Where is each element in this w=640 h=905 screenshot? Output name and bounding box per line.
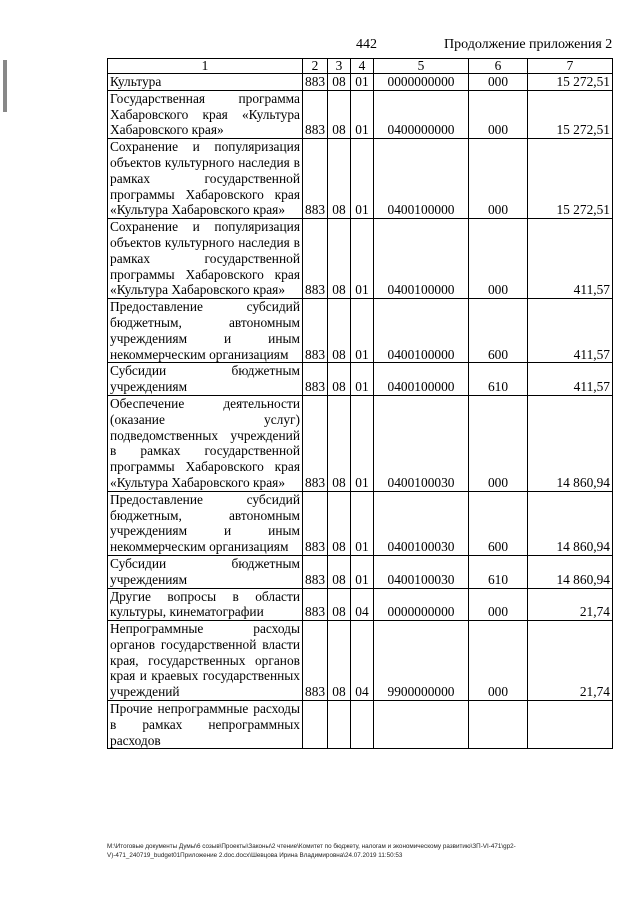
amount: 14 860,94 xyxy=(528,395,613,491)
target-article-code: 0400100030 xyxy=(374,491,469,555)
expense-type-code: 000 xyxy=(469,395,528,491)
grbs-code: 883 xyxy=(303,491,328,555)
row-description: Сохранение и популяризация объектов культурного наследия в рамках государственной программы Хабаровского края «Культура Хабаровского края» xyxy=(108,139,303,219)
amount: 14 860,94 xyxy=(528,491,613,555)
amount: 411,57 xyxy=(528,299,613,363)
target-article-code: 0400100000 xyxy=(374,363,469,396)
grbs-code: 883 xyxy=(303,219,328,299)
row-description: Сохранение и популяризация объектов культурного наследия в рамках государственной программы Хабаровского края «Культура Хабаровского края» xyxy=(108,219,303,299)
row-description: Культура xyxy=(108,74,303,91)
table-row xyxy=(108,90,613,138)
subsection-code: 01 xyxy=(351,491,374,555)
amount: 15 272,51 xyxy=(528,139,613,219)
row-description: Субсидии бюджетным учреждениям xyxy=(108,555,303,588)
section-code xyxy=(328,701,351,749)
subsection-code: 01 xyxy=(351,139,374,219)
table-row xyxy=(108,621,613,701)
expense-type-code: 000 xyxy=(469,219,528,299)
expense-type-code: 000 xyxy=(469,588,528,621)
document-path-footer: M:\Итоговые документы Думы\6 созыв\Проекты\Законы\2 чтение\Комитет по бюджету, налогам и экономическому развитию\ЗП-VI-471\gp2-V)-471_240719_budget01Приложение 2.doc.docx\Шевцова Ирина Владимировна\24.07.2019 11:50:53 xyxy=(107,843,516,859)
section-code: 08 xyxy=(328,219,351,299)
section-code: 08 xyxy=(328,621,351,701)
expense-type-code: 000 xyxy=(469,74,528,91)
target-article-code: 0000000000 xyxy=(374,588,469,621)
amount: 21,74 xyxy=(528,621,613,701)
subsection-code: 01 xyxy=(351,395,374,491)
table-row xyxy=(108,395,613,491)
grbs-code: 883 xyxy=(303,555,328,588)
row-description: Предоставление субсидий бюджетным, автономным учреждениям и иным некоммерческим организациям xyxy=(108,491,303,555)
grbs-code: 883 xyxy=(303,621,328,701)
column-header: 5 xyxy=(374,59,469,74)
table-row xyxy=(108,219,613,299)
grbs-code: 883 xyxy=(303,299,328,363)
target-article-code: 0400100000 xyxy=(374,139,469,219)
table-row xyxy=(108,491,613,555)
section-code: 08 xyxy=(328,139,351,219)
subsection-code: 01 xyxy=(351,299,374,363)
row-description: Другие вопросы в области культуры, кинематографии xyxy=(108,588,303,621)
grbs-code: 883 xyxy=(303,395,328,491)
table-row xyxy=(108,588,613,621)
column-header: 7 xyxy=(528,59,613,74)
section-code: 08 xyxy=(328,299,351,363)
subsection-code: 01 xyxy=(351,74,374,91)
target-article-code: 0400100000 xyxy=(374,299,469,363)
subsection-code: 01 xyxy=(351,555,374,588)
amount: 15 272,51 xyxy=(528,74,613,91)
table-row xyxy=(108,299,613,363)
scan-edge-mark xyxy=(3,60,7,112)
subsection-code xyxy=(351,701,374,749)
target-article-code: 0000000000 xyxy=(374,74,469,91)
expense-type-code: 610 xyxy=(469,363,528,396)
row-description: Государственная программа Хабаровского края «Культура Хабаровского края» xyxy=(108,90,303,138)
expense-type-code: 600 xyxy=(469,491,528,555)
subsection-code: 04 xyxy=(351,588,374,621)
column-header: 2 xyxy=(303,59,328,74)
row-description: Предоставление субсидий бюджетным, автономным учреждениям и иным некоммерческим организациям xyxy=(108,299,303,363)
grbs-code: 883 xyxy=(303,90,328,138)
section-code: 08 xyxy=(328,74,351,91)
expense-type-code: 000 xyxy=(469,139,528,219)
section-code: 08 xyxy=(328,395,351,491)
table-header-row xyxy=(108,59,613,74)
expense-type-code: 610 xyxy=(469,555,528,588)
row-description: Непрограммные расходы органов государственной власти края, государственных органов края и краевых государственных учреждений xyxy=(108,621,303,701)
subsection-code: 01 xyxy=(351,363,374,396)
target-article-code: 0400100000 xyxy=(374,219,469,299)
expense-type-code: 600 xyxy=(469,299,528,363)
row-description: Субсидии бюджетным учреждениям xyxy=(108,363,303,396)
section-code: 08 xyxy=(328,588,351,621)
section-code: 08 xyxy=(328,491,351,555)
target-article-code: 0400100030 xyxy=(374,395,469,491)
amount: 21,74 xyxy=(528,588,613,621)
row-description: Прочие непрограммные расходы в рамках непрограммных расходов xyxy=(108,701,303,749)
section-code: 08 xyxy=(328,363,351,396)
target-article-code: 0400100030 xyxy=(374,555,469,588)
table-row xyxy=(108,139,613,219)
subsection-code: 04 xyxy=(351,621,374,701)
row-description: Обеспечение деятельности (оказание услуг) подведомственных учреждений в рамках государственной программы Хабаровского края «Культура Хабаровского края» xyxy=(108,395,303,491)
column-header: 4 xyxy=(351,59,374,74)
section-code: 08 xyxy=(328,90,351,138)
amount: 411,57 xyxy=(528,363,613,396)
column-header: 3 xyxy=(328,59,351,74)
subsection-code: 01 xyxy=(351,219,374,299)
expense-type-code xyxy=(469,701,528,749)
section-code: 08 xyxy=(328,555,351,588)
grbs-code: 883 xyxy=(303,74,328,91)
grbs-code: 883 xyxy=(303,588,328,621)
column-header: 1 xyxy=(108,59,303,74)
amount: 15 272,51 xyxy=(528,90,613,138)
grbs-code xyxy=(303,701,328,749)
subsection-code: 01 xyxy=(351,90,374,138)
grbs-code: 883 xyxy=(303,363,328,396)
table-row xyxy=(108,555,613,588)
expense-type-code: 000 xyxy=(469,90,528,138)
table-row xyxy=(108,701,613,749)
budget-table xyxy=(107,58,613,749)
page-number: 442 xyxy=(356,37,377,52)
table-row xyxy=(108,74,613,91)
expense-type-code: 000 xyxy=(469,621,528,701)
table-row xyxy=(108,363,613,396)
grbs-code: 883 xyxy=(303,139,328,219)
target-article-code: 0400000000 xyxy=(374,90,469,138)
amount: 411,57 xyxy=(528,219,613,299)
target-article-code: 9900000000 xyxy=(374,621,469,701)
column-header: 6 xyxy=(469,59,528,74)
amount xyxy=(528,701,613,749)
target-article-code xyxy=(374,701,469,749)
appendix-continuation-title: Продолжение приложения 2 xyxy=(444,37,613,52)
amount: 14 860,94 xyxy=(528,555,613,588)
